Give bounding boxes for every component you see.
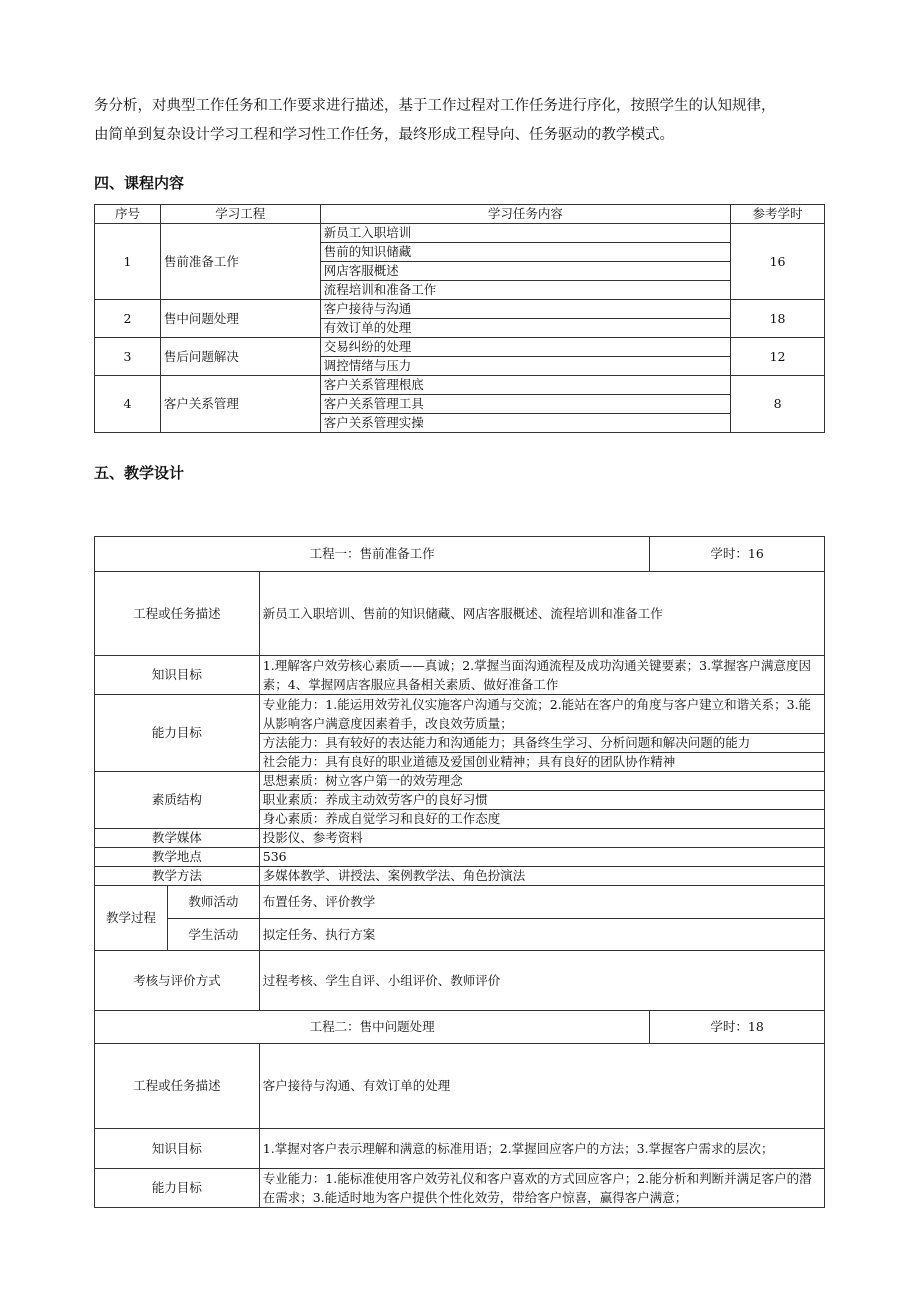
ability-professional: 专业能力：1.能标准使用客户效劳礼仪和客户喜欢的方式回应客户；2.能分析和判断并满足客户的潜在需求；3.能适时地为客户提供个性化效劳，带给客户惊喜，赢得客户满意； — [259, 1169, 824, 1208]
row-task: 流程培训和准备工作 — [320, 281, 730, 300]
row-hours: 18 — [731, 300, 825, 338]
header-no: 序号 — [95, 205, 161, 224]
knowledge-label: 知识目标 — [95, 1129, 260, 1169]
teacher-value: 布置任务、评价教学 — [259, 886, 824, 919]
quality-item: 职业素质：养成主动效劳客户的良好习惯 — [259, 791, 824, 810]
place-label: 教学地点 — [95, 848, 260, 867]
table-header-row — [95, 205, 825, 224]
table-row — [95, 376, 825, 395]
header-project: 学习工程 — [160, 205, 320, 224]
teacher-label: 教师活动 — [167, 886, 259, 919]
project-title: 工程二：售中问题处理 — [95, 1011, 650, 1044]
intro-line-1: 务分析，对典型工作任务和工作要求进行描述，基于工作过程对工作任务进行序化，按照学生的认知规律， — [94, 98, 776, 114]
row-task: 有效订单的处理 — [320, 319, 730, 338]
row-no: 3 — [95, 338, 161, 376]
intro-line-2: 由简单到复杂设计学习工程和学习性工作任务，最终形成工程导向、任务驱动的教学模式。 — [94, 127, 674, 143]
quality-item: 身心素质：养成自觉学习和良好的工作态度 — [259, 810, 824, 829]
media-value: 投影仪、参考资料 — [259, 829, 824, 848]
desc-value: 新员工入职培训、售前的知识储藏、网店客服概述、流程培训和准备工作 — [259, 572, 824, 656]
row-task: 调控情绪与压力 — [320, 357, 730, 376]
place-value: 536 — [259, 848, 824, 867]
row-task: 新员工入职培训 — [320, 224, 730, 243]
row-no: 2 — [95, 300, 161, 338]
header-tasks: 学习任务内容 — [320, 205, 730, 224]
header-hours: 参考学时 — [731, 205, 825, 224]
quality-label: 素质结构 — [95, 772, 260, 829]
ability-label: 能力目标 — [95, 1169, 260, 1208]
row-hours: 8 — [731, 376, 825, 433]
row-task: 客户接待与沟通 — [320, 300, 730, 319]
student-value: 拟定任务、执行方案 — [259, 919, 824, 951]
row-project: 售中问题处理 — [160, 300, 320, 338]
row-task: 客户关系管理工具 — [320, 395, 730, 414]
row-no: 4 — [95, 376, 161, 433]
row-project: 售后问题解决 — [160, 338, 320, 376]
course-content-table — [94, 204, 825, 433]
ability-social: 社会能力：具有良好的职业道德及爱国创业精神；具有良好的团队协作精神 — [259, 753, 824, 772]
table-row — [95, 300, 825, 319]
knowledge-value: 1.掌握对客户表示理解和满意的标准用语；2.掌握回应客户的方法；3.掌握客户需求的层次； — [259, 1129, 824, 1169]
section-5-heading: 五、教学设计 — [94, 464, 185, 482]
knowledge-value: 1.理解客户效劳核心素质——真诚；2.掌握当面沟通流程及成功沟通关键要素；3.掌握客户满意度因素；4、掌握网店客服应具备相关素质、做好准备工作 — [259, 656, 824, 695]
desc-label: 工程或任务描述 — [95, 572, 260, 656]
media-label: 教学媒体 — [95, 829, 260, 848]
section-4-heading: 四、课程内容 — [94, 174, 185, 192]
intro-paragraph — [94, 92, 829, 150]
method-value: 多媒体教学、讲授法、案例教学法、角色扮演法 — [259, 867, 824, 886]
knowledge-label: 知识目标 — [95, 656, 260, 695]
teaching-design-table — [94, 536, 825, 1208]
table-row — [95, 338, 825, 357]
method-label: 教学方法 — [95, 867, 260, 886]
desc-value: 客户接待与沟通、有效订单的处理 — [259, 1044, 824, 1129]
table-row — [95, 224, 825, 243]
desc-label: 工程或任务描述 — [95, 1044, 260, 1129]
ability-professional: 专业能力：1.能运用效劳礼仪实施客户沟通与交流；2.能站在客户的角度与客户建立和谐关系；3.能从影响客户满意度因素着手，改良效劳质量； — [259, 695, 824, 734]
row-task: 交易纠纷的处理 — [320, 338, 730, 357]
project-hours: 学时：16 — [650, 537, 825, 572]
row-project: 客户关系管理 — [160, 376, 320, 433]
ability-method: 方法能力：具有较好的表达能力和沟通能力；具备终生学习、分析问题和解决问题的能力 — [259, 734, 824, 753]
assess-label: 考核与评价方式 — [95, 951, 260, 1011]
process-label: 教学过程 — [95, 886, 168, 951]
assess-value: 过程考核、学生自评、小组评价、教师评价 — [259, 951, 824, 1011]
row-task: 售前的知识储藏 — [320, 243, 730, 262]
project-2-title-row — [95, 1011, 825, 1044]
ability-label: 能力目标 — [95, 695, 260, 772]
row-task: 网店客服概述 — [320, 262, 730, 281]
row-task: 客户关系管理实操 — [320, 414, 730, 433]
quality-item: 思想素质：树立客户第一的效劳理念 — [259, 772, 824, 791]
row-hours: 12 — [731, 338, 825, 376]
row-hours: 16 — [731, 224, 825, 300]
project-title: 工程一：售前准备工作 — [95, 537, 650, 572]
project-1-title-row — [95, 537, 825, 572]
row-no: 1 — [95, 224, 161, 300]
row-task: 客户关系管理根底 — [320, 376, 730, 395]
student-label: 学生活动 — [167, 919, 259, 951]
project-hours: 学时：18 — [650, 1011, 825, 1044]
row-project: 售前准备工作 — [160, 224, 320, 300]
